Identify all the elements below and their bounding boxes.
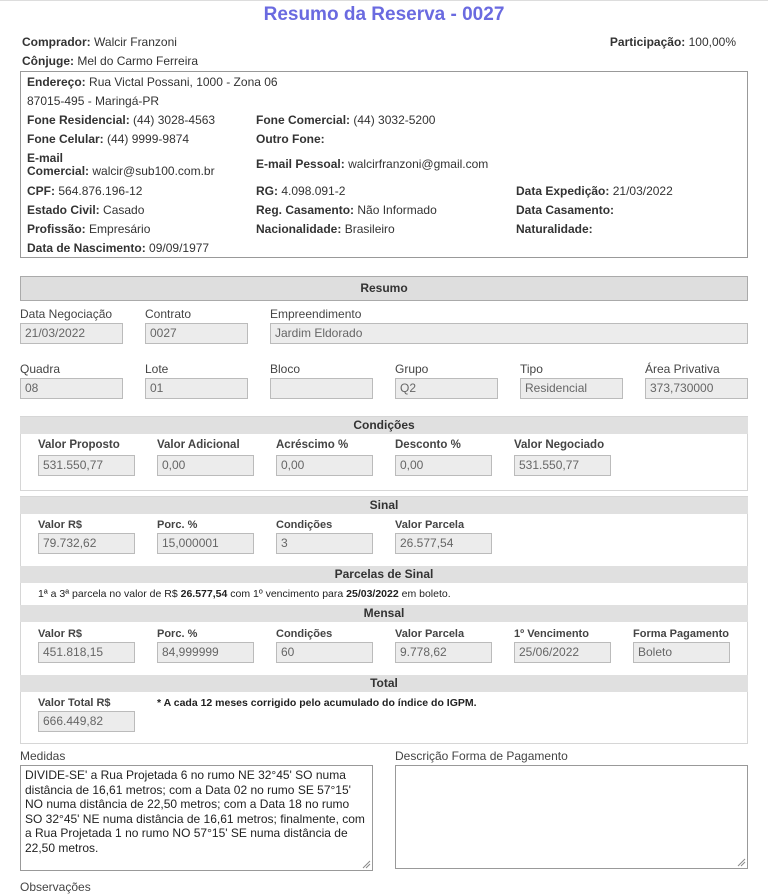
parcelas-note-data: 25/03/2022 — [346, 588, 399, 600]
contrato-label: Contrato — [145, 307, 192, 321]
mensal-header: Mensal — [20, 605, 748, 622]
conjuge-row — [22, 54, 198, 68]
endereco-label: Endereço: — [27, 75, 86, 89]
resize-grip-icon[interactable] — [737, 858, 746, 867]
sinal-porc-label: Porc. % — [157, 519, 198, 531]
data-negociacao-label: Data Negociação — [20, 307, 113, 321]
bloco-input[interactable] — [270, 378, 373, 399]
rg-row — [256, 184, 345, 198]
grupo-input[interactable]: Q2 — [395, 378, 498, 399]
estado-civil-row — [27, 203, 144, 217]
nacionalidade-label: Nacionalidade: — [256, 222, 342, 236]
mensal-parcela-input[interactable]: 9.778,62 — [395, 642, 492, 663]
parcelas-sinal-header: Parcelas de Sinal — [20, 566, 748, 583]
data-exp-row — [516, 184, 673, 198]
mensal-parcela-label: Valor Parcela — [395, 628, 465, 640]
fone-res-label: Fone Residencial: — [27, 113, 130, 127]
email-com-label-1: E-mail — [27, 151, 64, 165]
naturalidade-label: Naturalidade: — [516, 222, 593, 236]
email-com-row — [27, 164, 215, 178]
email-com-value: walcir@sub100.com.br — [92, 164, 215, 178]
parcelas-note-suffix: em boleto. — [398, 588, 451, 600]
valor-negociado-input[interactable]: 531.550,77 — [514, 455, 611, 476]
sinal-parcela-label: Valor Parcela — [395, 519, 465, 531]
sinal-porc-input[interactable]: 15,000001 — [157, 533, 254, 554]
area-label: Área Privativa — [645, 362, 720, 376]
reg-casamento-value: Não Informado — [357, 203, 437, 217]
total-header: Total — [20, 675, 748, 692]
data-negociacao-input[interactable]: 21/03/2022 — [20, 323, 123, 344]
mensal-valor-input[interactable]: 451.818,15 — [38, 642, 135, 663]
condicoes-header: Condições — [20, 417, 748, 434]
fone-res-value: (44) 3028-4563 — [133, 113, 216, 127]
mensal-vencimento-input[interactable]: 25/06/2022 — [514, 642, 611, 663]
resize-grip-icon[interactable] — [362, 860, 371, 869]
rg-value: 4.098.091-2 — [281, 184, 346, 198]
nascimento-value: 09/09/1977 — [149, 241, 210, 255]
sinal-parcela-input[interactable]: 26.577,54 — [395, 533, 492, 554]
email-pes-label: E-mail Pessoal: — [256, 157, 345, 171]
parcelas-sinal-note — [38, 588, 451, 600]
tipo-input[interactable]: Residencial — [520, 378, 623, 399]
mensal-vencimento-label: 1º Vencimento — [514, 628, 589, 640]
mensal-condicoes-label: Condições — [276, 628, 333, 640]
mensal-condicoes-input[interactable]: 60 — [276, 642, 373, 663]
conjuge-label: Cônjuge: — [22, 54, 74, 68]
valor-adicional-label: Valor Adicional — [157, 439, 240, 451]
buyer-row — [22, 35, 177, 49]
fone-cel-row — [27, 132, 189, 146]
mensal-forma-label: Forma Pagamento — [633, 628, 729, 640]
profissao-label: Profissão: — [27, 222, 86, 236]
parcelas-note-prefix: 1ª a 3ª parcela no valor de R$ — [38, 588, 181, 600]
profissao-value: Empresário — [89, 222, 151, 236]
email-com-label-2: Comercial: — [27, 164, 90, 178]
desconto-input[interactable]: 0,00 — [395, 455, 492, 476]
cpf-value: 564.876.196-12 — [58, 184, 143, 198]
quadra-input[interactable]: 08 — [20, 378, 123, 399]
email-pes-row — [256, 157, 488, 171]
sinal-valor-label: Valor R$ — [38, 519, 83, 531]
cpf-row — [27, 184, 142, 198]
descricao-pagamento-textarea[interactable] — [395, 765, 748, 869]
total-note: * A cada 12 meses corrigido pelo acumulado do índice do IGPM. — [157, 697, 477, 709]
cep-cidade: 87015-495 - Maringá-PR — [27, 94, 160, 108]
top-border — [0, 0, 768, 1]
estado-civil-value: Casado — [103, 203, 145, 217]
sinal-condicoes-input[interactable]: 3 — [276, 533, 373, 554]
cpf-label: CPF: — [27, 184, 55, 198]
fone-com-value: (44) 3032-5200 — [353, 113, 436, 127]
nascimento-label: Data de Nascimento: — [27, 241, 146, 255]
mensal-porc-input[interactable]: 84,999999 — [157, 642, 254, 663]
nacionalidade-value: Brasileiro — [344, 222, 395, 236]
parcelas-note-mid: com 1º vencimento para — [227, 588, 347, 600]
observacoes-label: Observações — [20, 880, 91, 894]
mensal-forma-input[interactable]: Boleto — [633, 642, 730, 663]
contrato-input[interactable]: 0027 — [145, 323, 248, 344]
quadra-label: Quadra — [20, 362, 61, 376]
mensal-porc-label: Porc. % — [157, 628, 198, 640]
page-title: Resumo da Reserva - 0027 — [263, 4, 505, 25]
acrescimo-label: Acréscimo % — [276, 439, 349, 451]
comprador-value: Walcir Franzoni — [94, 35, 177, 49]
fone-cel-value: (44) 9999-9874 — [107, 132, 190, 146]
grupo-label: Grupo — [395, 362, 429, 376]
desconto-label: Desconto % — [395, 439, 461, 451]
medidas-label: Medidas — [20, 749, 66, 763]
empreendimento-label: Empreendimento — [270, 307, 362, 321]
sinal-valor-input[interactable]: 79.732,62 — [38, 533, 135, 554]
outro-fone-label: Outro Fone: — [256, 132, 325, 146]
nacionalidade-row — [256, 222, 395, 236]
area-input[interactable]: 373,730000 — [645, 378, 748, 399]
valor-negociado-label: Valor Negociado — [514, 439, 605, 451]
acrescimo-input[interactable]: 0,00 — [276, 455, 373, 476]
descricao-pagamento-label: Descrição Forma de Pagamento — [395, 749, 568, 763]
total-valor-input[interactable]: 666.449,82 — [38, 711, 135, 732]
valor-proposto-input[interactable]: 531.550,77 — [38, 455, 135, 476]
nascimento-row — [27, 241, 209, 255]
sinal-condicoes-label: Condições — [276, 519, 333, 531]
sinal-header: Sinal — [20, 497, 748, 514]
reg-casamento-label: Reg. Casamento: — [256, 203, 355, 217]
medidas-textarea[interactable] — [20, 765, 373, 871]
email-pes-value: walcirfranzoni@gmail.com — [348, 157, 489, 171]
tipo-label: Tipo — [520, 362, 543, 376]
lote-input[interactable]: 01 — [145, 378, 248, 399]
fone-res-row — [27, 113, 215, 127]
data-exp-label: Data Expedição: — [516, 184, 610, 198]
mensal-valor-label: Valor R$ — [38, 628, 83, 640]
bloco-label: Bloco — [270, 362, 301, 376]
valor-proposto-label: Valor Proposto — [38, 439, 120, 451]
participacao-row — [610, 35, 736, 49]
total-valor-label: Valor Total R$ — [38, 697, 111, 709]
medidas-text: DIVIDE-SE' a Rua Projetada 6 no rumo NE 32°45' SO numa distância de 16,61 metros; com a Data 02 no rumo SE 57°15' NO numa distância de 22,50 metros; com a Data 18 no rumo SO 32°45' NE numa distância de 16,61 metros; finalmente, com a Rua Projetada 1 no rumo NO 57°15' SE numa distância de 22,50 metros. — [25, 768, 365, 855]
participacao-value: 100,00% — [688, 35, 736, 49]
data-casamento-label: Data Casamento: — [516, 203, 615, 217]
parcelas-note-valor: 26.577,54 — [180, 588, 228, 600]
endereco-row — [27, 75, 278, 89]
fone-cel-label: Fone Celular: — [27, 132, 104, 146]
data-exp-value: 21/03/2022 — [612, 184, 673, 198]
participacao-label: Participação: — [609, 35, 686, 49]
comprador-label: Comprador: — [22, 35, 91, 49]
rg-label: RG: — [256, 184, 278, 198]
empreendimento-input[interactable]: Jardim Eldorado — [270, 323, 748, 344]
endereco-value: Rua Victal Possani, 1000 - Zona 06 — [89, 75, 278, 89]
resumo-header: Resumo — [20, 276, 748, 301]
estado-civil-label: Estado Civil: — [27, 203, 100, 217]
fone-com-row — [256, 113, 435, 127]
reg-casamento-row — [256, 203, 437, 217]
lote-label: Lote — [145, 362, 169, 376]
fone-com-label: Fone Comercial: — [256, 113, 351, 127]
valor-adicional-input[interactable]: 0,00 — [157, 455, 254, 476]
profissao-row — [27, 222, 150, 236]
conjuge-value: Mel do Carmo Ferreira — [77, 54, 199, 68]
